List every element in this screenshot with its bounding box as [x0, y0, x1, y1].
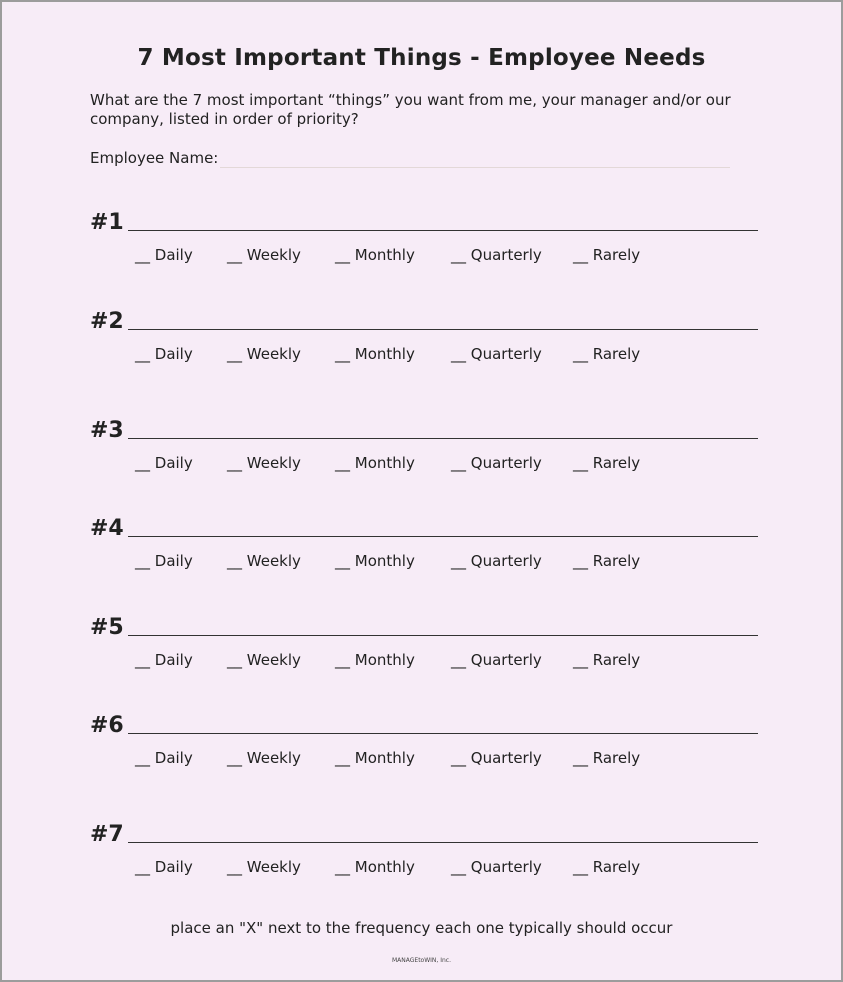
frequency-monthly[interactable]: __ Monthly — [335, 454, 415, 472]
frequency-quarterly[interactable]: __ Quarterly — [451, 651, 542, 669]
item-number: #7 — [90, 822, 124, 847]
frequency-weekly[interactable]: __ Weekly — [227, 651, 301, 669]
frequency-monthly[interactable]: __ Monthly — [335, 749, 415, 767]
frequency-monthly[interactable]: __ Monthly — [335, 246, 415, 264]
priority-item-6 — [90, 713, 770, 783]
frequency-weekly[interactable]: __ Weekly — [227, 345, 301, 363]
priority-item-1 — [90, 210, 770, 280]
priority-item-7 — [90, 822, 770, 892]
item-number: #4 — [90, 516, 124, 541]
item-number: #1 — [90, 210, 124, 235]
page-title: 7 Most Important Things - Employee Needs — [137, 45, 706, 71]
frequency-rarely[interactable]: __ Rarely — [573, 749, 641, 767]
frequency-quarterly[interactable]: __ Quarterly — [451, 454, 542, 472]
item-answer-line[interactable] — [128, 230, 758, 231]
priority-item-5 — [90, 615, 770, 685]
frequency-weekly[interactable]: __ Weekly — [227, 552, 301, 570]
priority-item-2 — [90, 309, 770, 379]
frequency-daily[interactable]: __ Daily — [135, 246, 193, 264]
frequency-daily[interactable]: __ Daily — [135, 345, 193, 363]
frequency-daily[interactable]: __ Daily — [135, 454, 193, 472]
frequency-weekly[interactable]: __ Weekly — [227, 246, 301, 264]
frequency-quarterly[interactable]: __ Quarterly — [451, 345, 542, 363]
frequency-rarely[interactable]: __ Rarely — [573, 246, 641, 264]
frequency-quarterly[interactable]: __ Quarterly — [451, 858, 542, 876]
frequency-daily[interactable]: __ Daily — [135, 552, 193, 570]
item-answer-line[interactable] — [128, 635, 758, 636]
footer-credit: MANAGEtoWIN, Inc. — [391, 957, 451, 964]
frequency-monthly[interactable]: __ Monthly — [335, 651, 415, 669]
instruction-text: place an "X" next to the frequency each one typically should occur — [170, 919, 673, 937]
item-answer-line[interactable] — [128, 842, 758, 843]
item-answer-line[interactable] — [128, 733, 758, 734]
item-number: #2 — [90, 309, 124, 334]
employee-name-label: Employee Name: — [90, 149, 219, 167]
item-answer-line[interactable] — [128, 536, 758, 537]
employee-name-field[interactable] — [220, 167, 730, 168]
frequency-quarterly[interactable]: __ Quarterly — [451, 246, 542, 264]
frequency-daily[interactable]: __ Daily — [135, 858, 193, 876]
frequency-weekly[interactable]: __ Weekly — [227, 858, 301, 876]
frequency-quarterly[interactable]: __ Quarterly — [451, 749, 542, 767]
item-answer-line[interactable] — [128, 329, 758, 330]
frequency-rarely[interactable]: __ Rarely — [573, 858, 641, 876]
item-answer-line[interactable] — [128, 438, 758, 439]
frequency-weekly[interactable]: __ Weekly — [227, 454, 301, 472]
priority-item-4 — [90, 516, 770, 586]
frequency-daily[interactable]: __ Daily — [135, 749, 193, 767]
frequency-quarterly[interactable]: __ Quarterly — [451, 552, 542, 570]
frequency-monthly[interactable]: __ Monthly — [335, 552, 415, 570]
intro-text: What are the 7 most important “things” you want from me, your manager and/or our company, listed in order of priority? — [90, 91, 731, 128]
frequency-monthly[interactable]: __ Monthly — [335, 858, 415, 876]
item-number: #6 — [90, 713, 124, 738]
priority-item-3 — [90, 418, 770, 488]
item-number: #5 — [90, 615, 124, 640]
frequency-rarely[interactable]: __ Rarely — [573, 454, 641, 472]
item-number: #3 — [90, 418, 124, 443]
frequency-rarely[interactable]: __ Rarely — [573, 345, 641, 363]
frequency-rarely[interactable]: __ Rarely — [573, 552, 641, 570]
frequency-weekly[interactable]: __ Weekly — [227, 749, 301, 767]
frequency-daily[interactable]: __ Daily — [135, 651, 193, 669]
frequency-monthly[interactable]: __ Monthly — [335, 345, 415, 363]
frequency-rarely[interactable]: __ Rarely — [573, 651, 641, 669]
